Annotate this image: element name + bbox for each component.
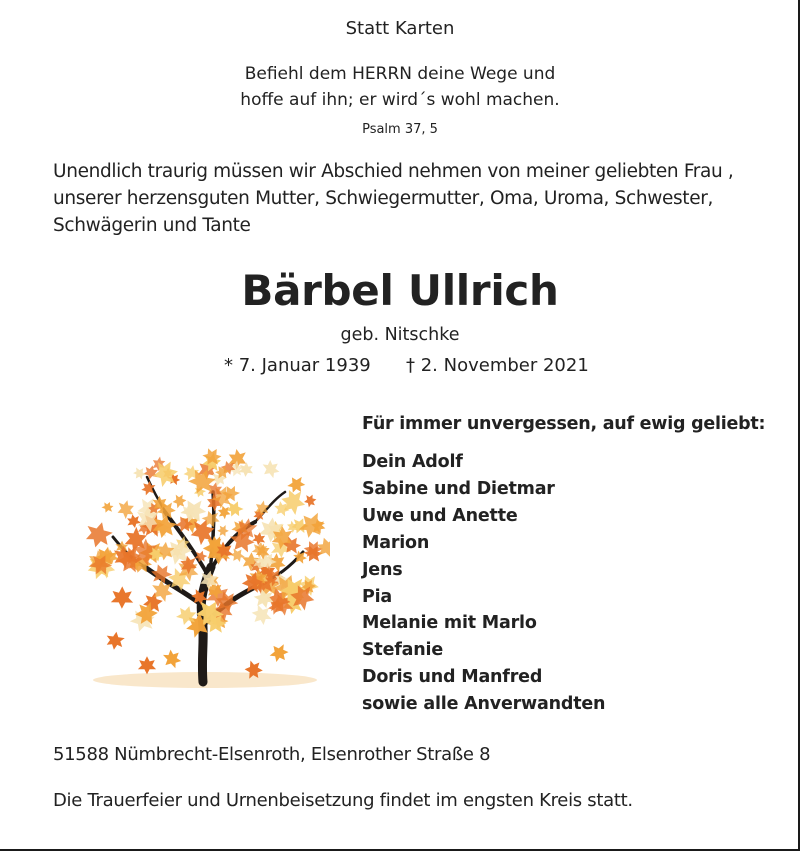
- birth-date: * 7. Januar 1939: [224, 355, 371, 376]
- mourner-name: Jens: [362, 559, 403, 580]
- maple-leaf: [111, 586, 134, 609]
- falling-leaf: [159, 646, 185, 672]
- intro-line-1: Unendlich traurig müssen wir Abschied nehmen von meiner geliebten Frau ,: [53, 161, 734, 182]
- intro-line-3: Schwägerin und Tante: [53, 215, 251, 236]
- maple-leaf: [303, 493, 318, 508]
- falling-leaf: [266, 640, 292, 666]
- falling-leaf: [138, 656, 156, 674]
- death-date: † 2. November 2021: [406, 355, 589, 376]
- maple-leaf: [100, 500, 115, 515]
- mourner-name: sowie alle Anverwandten: [362, 694, 606, 715]
- family-address: 51588 Nümbrecht-Elsenroth, Elsenrother Straße 8: [53, 744, 491, 765]
- mourner-name: Uwe und Anette: [362, 505, 518, 526]
- bible-verse-line-1: Befiehl dem HERRN deine Wege und: [244, 64, 556, 84]
- mourner-name: Stefanie: [362, 640, 443, 661]
- maple-leaf: [172, 493, 187, 508]
- mourner-name: Pia: [362, 586, 393, 607]
- mourners-list: [362, 449, 605, 718]
- maple-leaf: [238, 462, 254, 478]
- bible-verse-line-2: hoffe auf ihn; er wird´s wohl machen.: [240, 90, 560, 110]
- intro-text: [53, 158, 773, 239]
- deceased-name: Bärbel Ullrich: [241, 266, 559, 315]
- mourner-name: Doris und Manfred: [362, 667, 543, 688]
- falling-leaf: [105, 630, 126, 651]
- verse-source: Psalm 37, 5: [362, 122, 438, 137]
- birth-name: geb. Nitschke: [340, 325, 460, 345]
- statt-karten-label: Statt Karten: [345, 18, 455, 39]
- memorial-motto: Für immer unvergessen, auf ewig geliebt:: [362, 414, 766, 434]
- ceremony-note: Die Trauerfeier und Urnenbeisetzung findet im engsten Kreis statt.: [53, 790, 633, 811]
- mourner-name: Melanie mit Marlo: [362, 613, 537, 634]
- maple-leaf: [285, 473, 309, 497]
- autumn-tree-icon: [55, 432, 330, 692]
- maple-leaf: [217, 525, 229, 537]
- mourner-name: Dein Adolf: [362, 452, 463, 472]
- maple-leaf: [216, 504, 232, 520]
- mourner-name: Marion: [362, 532, 430, 553]
- maple-leaf: [83, 519, 115, 551]
- mourner-name: Sabine und Dietmar: [362, 478, 555, 499]
- maple-leaf: [126, 513, 142, 529]
- intro-line-2: unserer herzensguten Mutter, Schwiegermutter, Oma, Uroma, Schwester,: [53, 188, 714, 209]
- maple-leaf: [248, 601, 276, 629]
- maple-leaf: [259, 457, 283, 481]
